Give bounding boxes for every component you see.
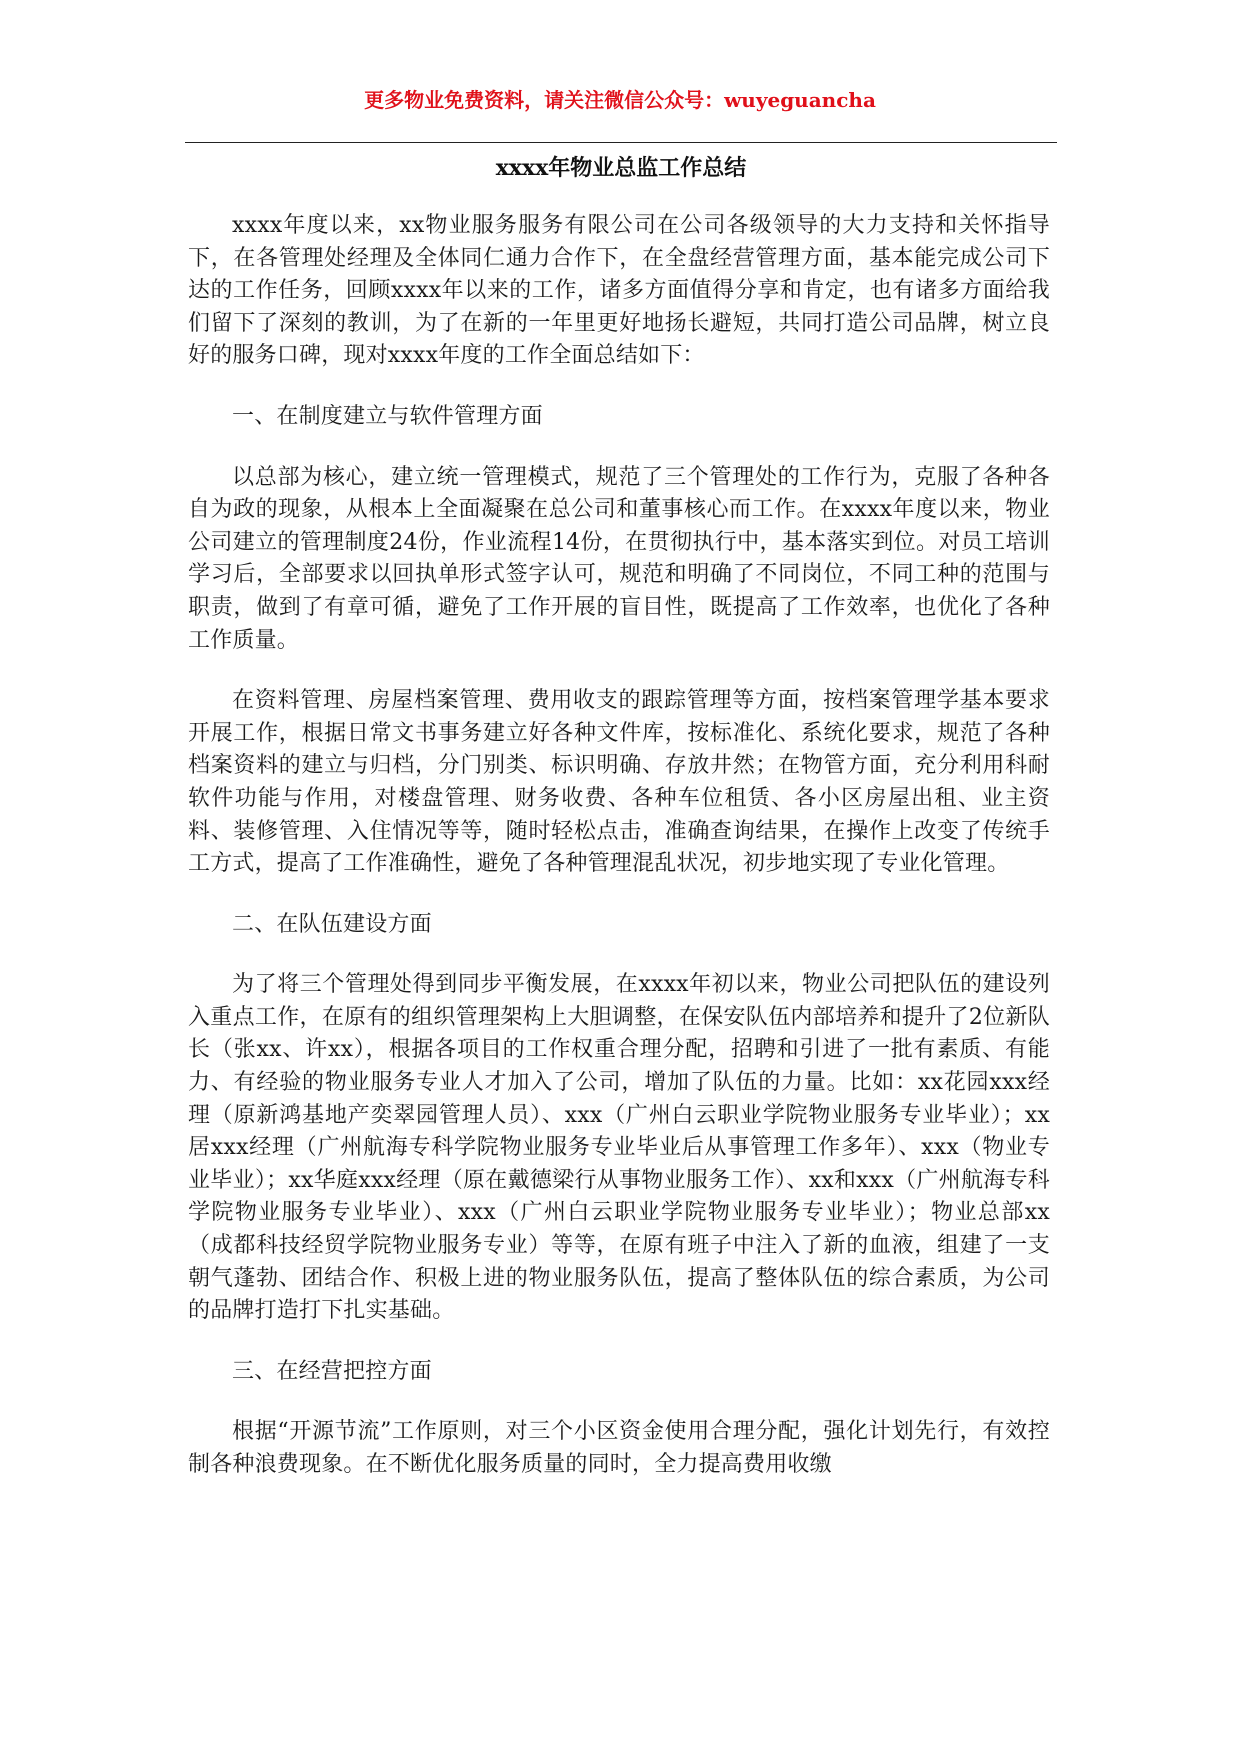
- body-paragraph: 在资料管理、房屋档案管理、费用收支的跟踪管理等方面，按档案管理学基本要求开展工作，根据日常文书事务建立好各种文件库，按标准化、系统化要求，规范了各种档案资料的建立与归档，分门别类、标识明确、存放井然；在物管方面，充分利用科耐软件功能与作用，对楼盘管理、财务收费、各种车位租赁、各小区房屋出租、业主资料、装修管理、入住情况等等，随时轻松点击，准确查询结果，在操作上改变了传统手工方式，提高了工作准确性，避免了各种管理混乱状况，初步地实现了专业化管理。: [188, 688, 1050, 877]
- header-divider: [185, 142, 1057, 143]
- section-heading-1: 一、在制度建立与软件管理方面: [232, 403, 543, 429]
- body-paragraph: 为了将三个管理处得到同步平衡发展，在xxxx年初以来，物业公司把队伍的建设列入重点工作，在原有的组织管理架构上大胆调整，在保安队伍内部培养和提升了2位新队长（张xx、许xx），根据各项目的工作权重合理分配，招聘和引进了一批有素质、有能力、有经验的物业服务专业人才加入了公司，增加了队伍的力量。比如：xx花园xxx经理（原新鸿基地产奕翠园管理人员）、xxx（广州白云职业学院物业服务专业毕业）；xx居xxx经理（广州航海专科学院物业服务专业毕业后从事管理工作多年）、xxx（物业专业毕业）；xx华庭xxx经理（原在戴德梁行从事物业服务工作）、xx和xxx（广州航海专科学院物业服务专业毕业）、xxx（广州白云职业学院物业服务专业毕业）；物业总部xx（成都科技经贸学院物业服务专业）等等，在原有班子中注入了新的血液，组建了一支朝气蓬勃、团结合作、积极上进的物业服务队伍，提高了整体队伍的综合素质，为公司的品牌打造打下扎实基础。: [188, 972, 1050, 1324]
- section-heading-2: 二、在队伍建设方面: [232, 911, 432, 937]
- promo-header: 更多物业免费资料，请关注微信公众号：wuyeguancha: [364, 88, 876, 112]
- document-title: xxxx年物业总监工作总结: [495, 155, 747, 181]
- body-paragraph: 根据“开源节流”工作原则，对三个小区资金使用合理分配，强化计划先行，有效控制各种浪费现象。在不断优化服务质量的同时，全力提高费用收缴: [188, 1419, 1050, 1477]
- body-paragraph: 以总部为核心，建立统一管理模式，规范了三个管理处的工作行为，克服了各种各自为政的现象，从根本上全面凝聚在总公司和董事核心而工作。在xxxx年度以来，物业公司建立的管理制度24份，作业流程14份，在贯彻执行中，基本落实到位。对员工培训学习后，全部要求以回执单形式签字认可，规范和明确了不同岗位，不同工种的范围与职责，做到了有章可循，避免了工作开展的盲目性，既提高了工作效率，也优化了各种工作质量。: [188, 464, 1050, 653]
- section-heading-3: 三、在经营把控方面: [232, 1358, 432, 1384]
- intro-paragraph: xxxx年度以来，xx物业服务服务有限公司在公司各级领导的大力支持和关怀指导下，在各管理处经理及全体同仁通力合作下，在全盘经营管理方面，基本能完成公司下达的工作任务，回顾xxxx年以来的工作，诸多方面值得分享和肯定，也有诸多方面给我们留下了深刻的教训，为了在新的一年里更好地扬长避短，共同打造公司品牌，树立良好的服务口碑，现对xxxx年度的工作全面总结如下：: [188, 213, 1050, 369]
- document-body: [188, 210, 1050, 1510]
